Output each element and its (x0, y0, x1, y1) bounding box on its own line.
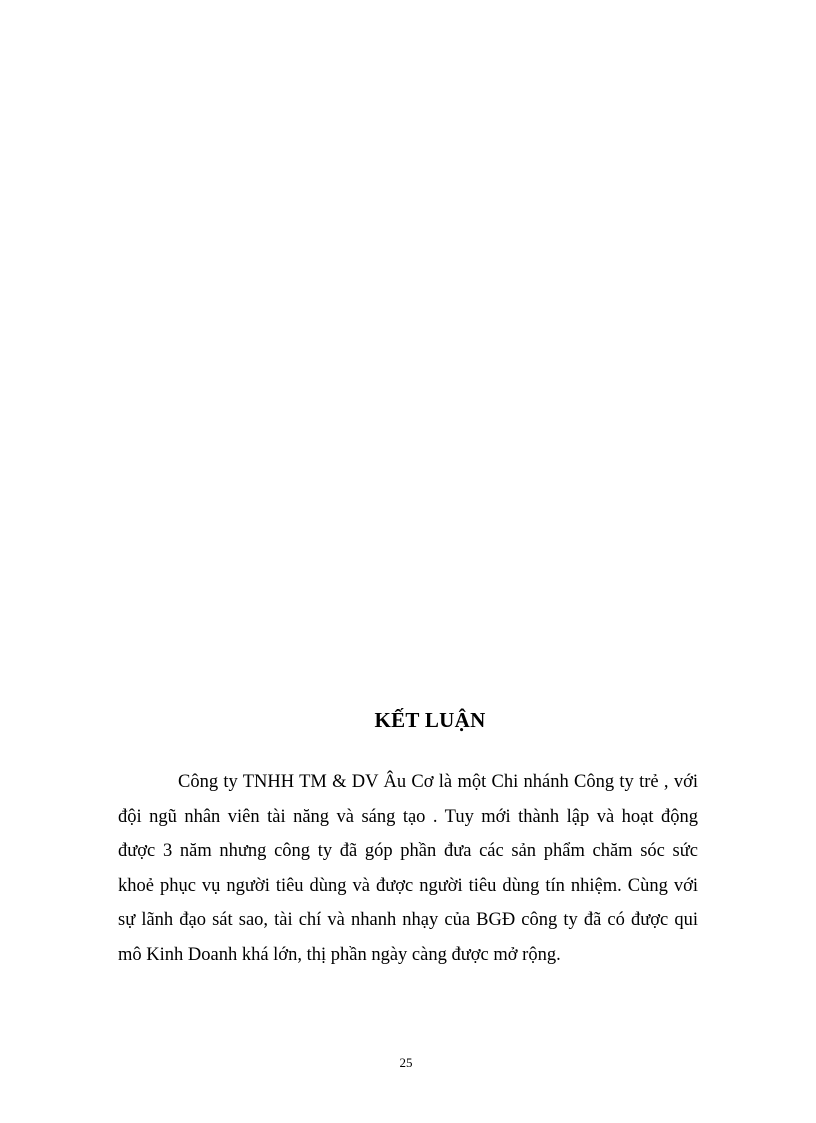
paragraph-line: đội ngũ nhân viên tài năng và sáng tạo . Tuy mới thành lập và hoạt động (118, 806, 698, 827)
conclusion-paragraph (118, 770, 698, 977)
paragraph-line: sự lãnh đạo sát sao, tài chí và nhanh nhạy của BGĐ công ty đã có được qui (118, 910, 698, 930)
paragraph-line: khoẻ phục vụ người tiêu dùng và được người tiêu dùng tín nhiệm. Cùng với (118, 875, 698, 896)
section-heading: KẾT LUẬN (374, 708, 486, 732)
paragraph-line: được 3 năm nhưng công ty đã góp phần đưa các sản phẩm chăm sóc sức (118, 841, 698, 861)
page-number: 25 (399, 1055, 413, 1070)
paragraph-line: mô Kinh Doanh khá lớn, thị phần ngày càng được mở rộng. (118, 944, 561, 965)
paragraph-line: Công ty TNHH TM & DV Âu Cơ là một Chi nhánh Công ty trẻ , với (178, 772, 698, 792)
